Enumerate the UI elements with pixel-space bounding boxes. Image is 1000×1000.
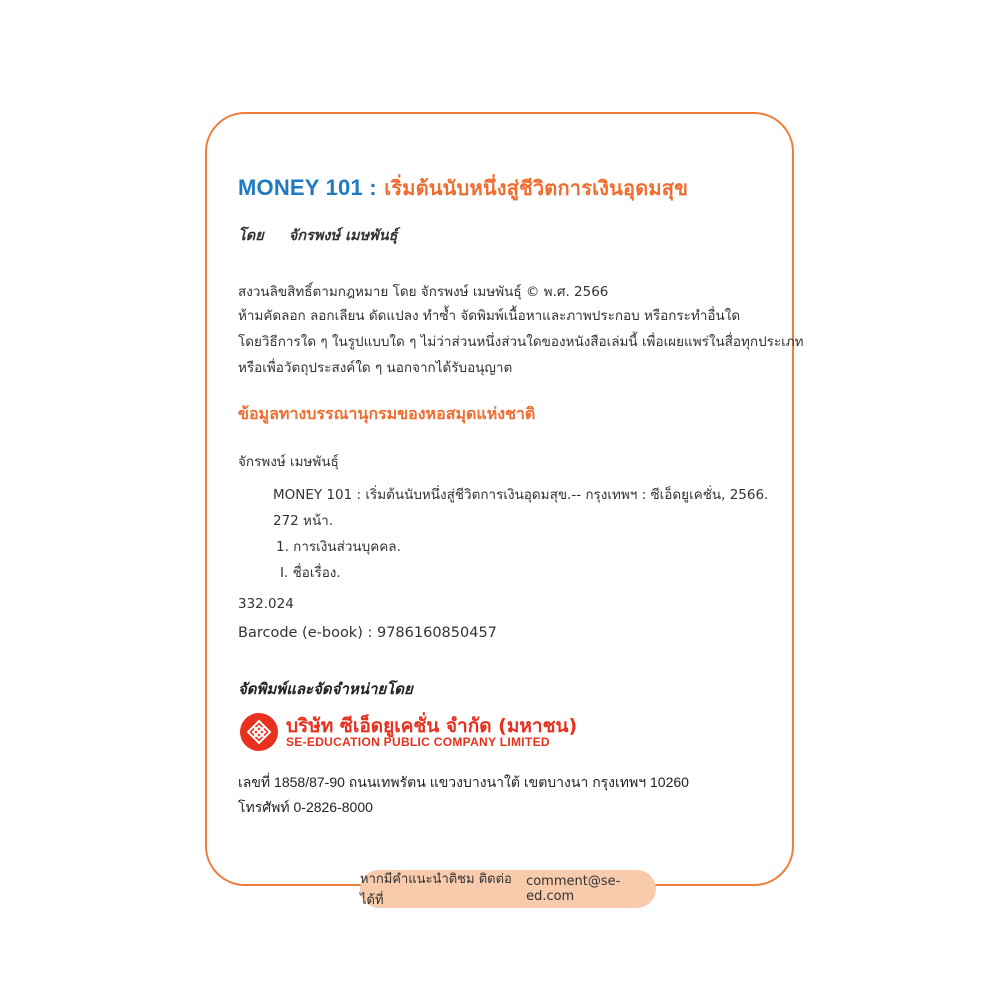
book-title [238, 172, 688, 204]
publisher-phone: โทรศัพท์ 0-2826-8000 [238, 799, 373, 815]
feedback-text: หากมีคำแนะนำติชม ติดต่อได้ที่ [360, 872, 512, 908]
catalog-title-entry: I. ชื่อเรื่อง. [280, 565, 341, 581]
byline-label: โดย [238, 228, 264, 244]
book-title-en: MONEY 101 : [238, 175, 377, 200]
publisher-heading: จัดพิมพ์และจัดจำหน่ายโดย [238, 680, 413, 698]
publisher-name-th: บริษัท ซีเอ็ดยูเคชั่น จำกัด (มหาชน) [286, 715, 578, 737]
copyright-line-2: ห้ามคัดลอก ลอกเลียน ดัดแปลง ทำซ้ำ จัดพิมพ์เนื้อหาและภาพประกอบ หรือกระทำอื่นใด [238, 308, 741, 324]
catalog-classification: 332.024 [238, 596, 294, 612]
publisher-name-en: SE-EDUCATION PUBLIC COMPANY LIMITED [286, 735, 550, 749]
feedback-pill [360, 870, 656, 908]
book-title-th: เริ่มต้นนับหนึ่งสู่ชีวิตการเงินอุดมสุข [384, 176, 689, 200]
catalog-barcode: Barcode (e-book) : 9786160850457 [238, 625, 497, 641]
copyright-line-3: โดยวิธีการใด ๆ ในรูปแบบใด ๆ ไม่ว่าส่วนหนึ่งส่วนใดของหนังสือเล่มนี้ เพื่อเผยแพร่ในสื่อทุกประเภท [238, 334, 804, 350]
copyright-line-4: หรือเพื่อวัตถุประสงค์ใด ๆ นอกจากได้รับอนุญาต [238, 360, 513, 376]
catalog-subject: 1. การเงินส่วนบุคคล. [276, 539, 401, 555]
copyright-line-1: สงวนลิขสิทธิ์ตามกฎหมาย โดย จักรพงษ์ เมษพันธุ์ © พ.ศ. 2566 [238, 284, 609, 300]
byline-author: จักรพงษ์ เมษพันธุ์ [288, 228, 398, 244]
se-ed-logo-icon [240, 713, 278, 751]
catalog-heading: ข้อมูลทางบรรณานุกรมของหอสมุดแห่งชาติ [238, 404, 536, 423]
publisher-address: เลขที่ 1858/87-90 ถนนเทพรัตน แขวงบางนาใต้ เขตบางนา กรุงเทพฯ 10260 [238, 774, 689, 790]
catalog-entry: MONEY 101 : เริ่มต้นนับหนึ่งสู่ชีวิตการเงินอุดมสุข.-- กรุงเทพฯ : ซีเอ็ดยูเคชั่น, 2566. [273, 487, 769, 503]
feedback-email[interactable]: comment@se-ed.com [526, 874, 621, 904]
byline [238, 224, 397, 247]
catalog-pages: 272 หน้า. [273, 513, 334, 529]
catalog-author: จักรพงษ์ เมษพันธุ์ [238, 454, 339, 470]
